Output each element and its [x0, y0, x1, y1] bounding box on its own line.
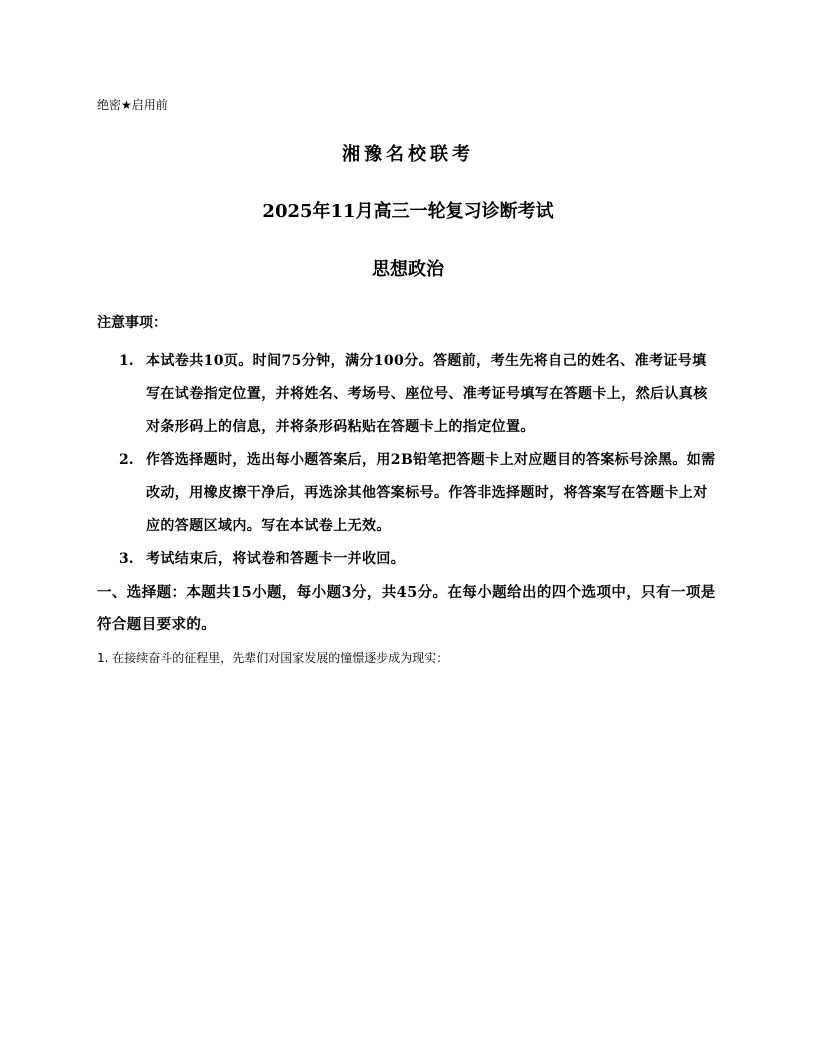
question-1-stem: 1. 在接续奋斗的征程里，先辈们对国家发展的憧憬逐步成为现实：: [97, 651, 449, 665]
notice-item-number: 1.: [119, 353, 134, 369]
exam-name-title: 2025年11月高三一轮复习诊断考试: [262, 201, 554, 222]
notice-item-text: 考试结束后，将试卷和答题卡一并收回。: [146, 551, 406, 567]
notice-item: [119, 543, 719, 576]
notice-item-text: 作答选择题时，选出每小题答案后，用2B铅笔把答题卡上对应题目的答案标号涂黑。如需改动，用橡皮擦干净后，再选涂其他答案标号。作答非选择题时，将答案写在答题卡上对应的答题区域内。写在本试卷上无效。: [146, 452, 716, 534]
notice-item-text: 本试卷共10页。时间75分钟，满分100分。答题前，考生先将自己的姓名、准考证号填写在试卷指定位置，并将姓名、考场号、座位号、准考证号填写在答题卡上，然后认真核对条形码上的信息，并将条形码粘贴在答题卡上的指定位置。: [146, 353, 708, 435]
section-one-heading: 一、选择题：本题共15小题，每小题3分，共45分。在每小题给出的四个选项中，只有一项是符合题目要求的。: [97, 584, 716, 633]
notice-item-number: 2.: [119, 452, 134, 468]
subject-title: 思想政治: [372, 259, 444, 280]
notice-item: [119, 345, 719, 444]
confidential-label: 绝密★启用前: [97, 98, 168, 112]
notice-list: [119, 345, 719, 576]
notice-item-number: 3.: [119, 551, 134, 567]
notice-item: [119, 444, 719, 543]
exam-union-title: 湘豫名校联考: [342, 144, 474, 165]
notice-heading: 注意事项：: [97, 315, 167, 331]
